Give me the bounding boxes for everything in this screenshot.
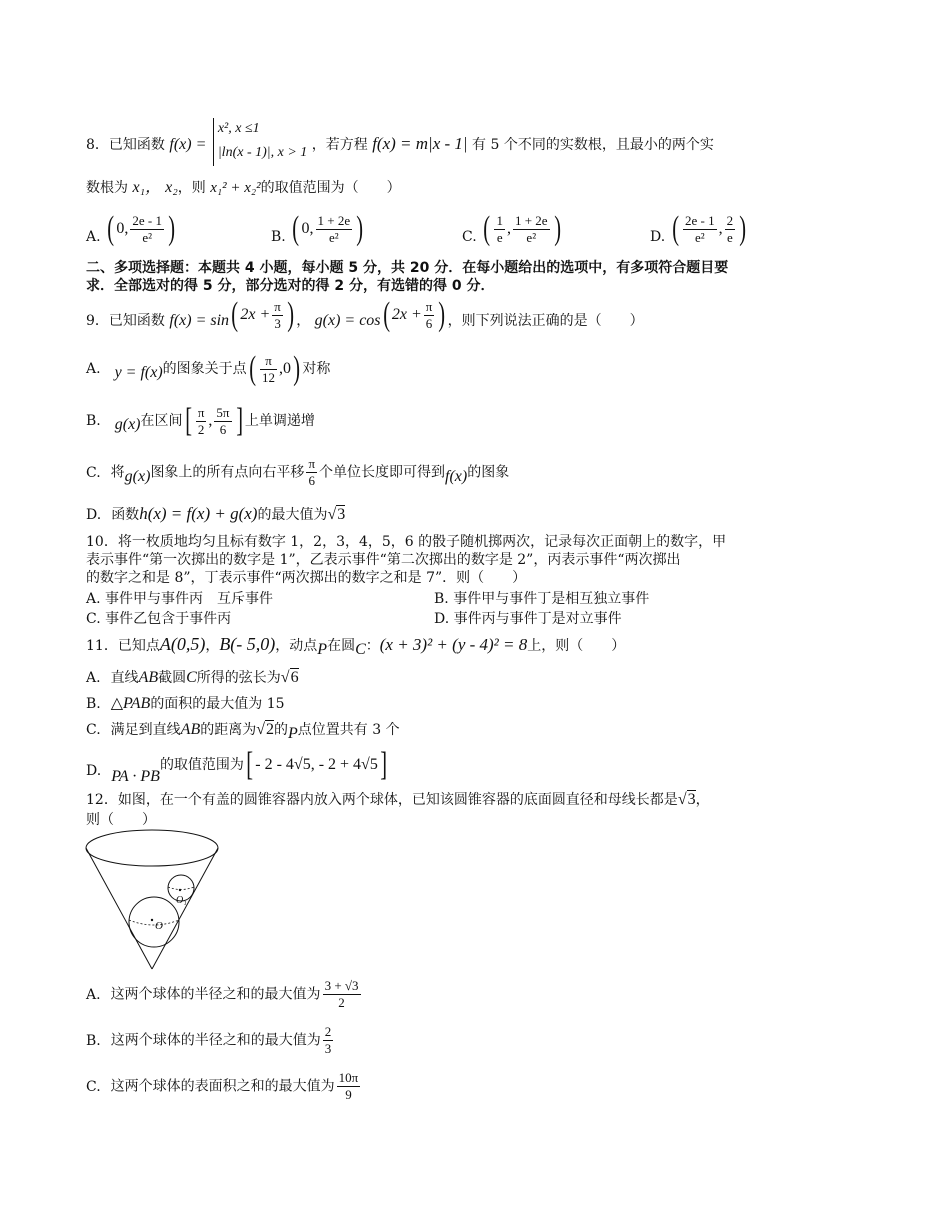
frac-den: 6 (219, 421, 227, 437)
q9c-text3: 的图象 (467, 464, 510, 481)
q9d-sqrt: 3 (337, 506, 346, 523)
q9-number: 9． (86, 313, 109, 329)
close-paren: ) (168, 210, 176, 247)
q11d-text1: 的取值范围为 (159, 757, 244, 773)
q12-option-c[interactable] (86, 1070, 362, 1103)
q8-number: 8． (86, 137, 109, 153)
q9c-frac (306, 456, 317, 489)
q9-option-b[interactable]: B. g(x)在区间[ $\frac{\pi}{2}$ , $\frac{5\pi}{6}$ ] 上单调递增 (86, 402, 315, 439)
q9-g-frac (424, 299, 435, 332)
q11-colon: ： (365, 638, 380, 654)
frac-den: 6 (308, 473, 315, 488)
option-label: C. (86, 722, 101, 738)
option-label: C. (86, 464, 101, 481)
q9d-text1: 的最大值为 (257, 507, 328, 523)
sqrt-sign: √ (677, 791, 687, 808)
q11-p: P (317, 641, 328, 658)
frac-den: e² (694, 229, 705, 245)
q11a-text2: 所得的弦长为 (196, 670, 281, 686)
frac-den: 3 (274, 315, 281, 331)
q8-option-c-frac (513, 213, 550, 246)
q11-stem: 11．已知点A(0,5)，B(- 5,0)，动点P在圆C：(x + 3)² + (y - 4)² = 8上，则（ ） (86, 634, 626, 658)
q9a-text2: 对称 (302, 361, 331, 377)
q8-piece2: |ln(x - 1)|, x > 1 (217, 145, 308, 160)
q8-equation: f(x) = m|x - 1| (372, 134, 468, 153)
q8-piecewise (213, 118, 307, 166)
q12-option-a[interactable] (86, 978, 363, 1011)
q11d-interval: - 2 - 4√5, - 2 + 4√5 (255, 756, 378, 773)
q8-option-a-frac (130, 213, 164, 246)
frac-num: 3 + √3 (324, 978, 359, 993)
option-label: A. (86, 670, 101, 686)
center-o1 (179, 889, 181, 891)
q9d-text0: 函数 (111, 507, 140, 523)
close-paren: ) (553, 210, 561, 247)
q12-line2: 则（ ） (86, 812, 156, 828)
q8-option-d-right-frac (725, 213, 736, 246)
q8-option-a-label: A. (86, 229, 101, 245)
q11-point-a: A(0,5) (159, 634, 206, 654)
q9c-text1: 图象上的所有点向右平移 (150, 464, 305, 481)
q9a-expr: y = f(x) (114, 364, 163, 381)
frac-den: 12 (262, 369, 275, 385)
frac-num: 1 + 2e (317, 212, 351, 228)
frac-num: 1 (496, 212, 503, 228)
q8-option-c-left-frac (494, 213, 505, 246)
q9-sep: ， (296, 313, 311, 329)
q11-point-b: B(- 5,0) (219, 634, 276, 654)
q8-option-d[interactable]: D. ( $\frac{2e - 1}{\text{e²}}$ , $\frac{2}{e}$ ) (650, 210, 747, 247)
q12b-frac (323, 1024, 334, 1057)
q9b-expr: g(x) (114, 416, 141, 433)
q9-g-arg: 2x + (391, 306, 422, 323)
q12a-text: 这两个球体的半径之和的最大值为 (110, 986, 321, 1003)
q12c-frac (337, 1070, 361, 1103)
open-paren: ( (671, 210, 679, 247)
q9-pre: 已知函数 (108, 313, 165, 329)
q11-post: 上，则（ ） (527, 638, 626, 654)
q11b-m1: △PAB (110, 695, 151, 712)
q11b-text1: 的面积的最大值为 15 (150, 696, 285, 712)
q12-sqrt: 3 (687, 791, 696, 808)
q11-c: C (355, 641, 366, 658)
q11-mid: ，动点 (275, 638, 318, 654)
label-o: O (155, 920, 163, 932)
q9b-text2: 上单调递增 (244, 413, 315, 429)
option-label: B. (86, 696, 101, 712)
close-paren: ) (739, 210, 747, 247)
q8-line2-a: 数根为 (86, 180, 128, 196)
open-bracket: [ (246, 746, 253, 783)
q11-mid2: 在圆 (327, 638, 356, 654)
frac-den: 6 (425, 315, 433, 331)
q11-option-a[interactable] (86, 668, 299, 688)
open-paren: ( (292, 210, 300, 247)
close-paren: ) (293, 350, 301, 387)
q11-number: 11． (86, 638, 118, 654)
q8-option-a[interactable] (86, 212, 177, 246)
q10-line2: 表示事件“第一次掷出的数字是 1”，乙表示事件“第二次掷出的数字是 2”，丙表示事件“两次掷出 (86, 552, 681, 568)
frac-num: π (425, 298, 433, 314)
open-bracket: [ (184, 402, 192, 439)
q11-option-b[interactable] (86, 694, 285, 714)
frac-num: 2e - 1 (132, 212, 162, 228)
q11a-text1: 截圆 (158, 670, 187, 686)
q8-piece1: x², x ≤1 (217, 121, 260, 136)
cone-lid (86, 830, 218, 866)
q12c-text: 这两个球体的表面积之和的最大值为 (110, 1078, 335, 1095)
option-label: A. (86, 986, 101, 1003)
q10-line3: 的数字之和是 8”，丁表示事件“两次掷出的数字之和是 7”．则（ ） (86, 570, 527, 586)
frac-num: 10π (338, 1070, 359, 1085)
center-o (151, 919, 153, 921)
frac-den: 3 (324, 1041, 332, 1056)
q11c-sqrt: 2 (266, 721, 274, 738)
q9d-expr: h(x) = f(x) + g(x) (139, 504, 258, 523)
q11-option-c[interactable] (86, 720, 400, 740)
close-paren: ) (438, 296, 446, 333)
q8-option-b-frac (316, 213, 353, 246)
q11c-text3: 点位置共有 3 个 (297, 722, 400, 738)
q9-f-frac (272, 299, 283, 332)
frac-num: 2 (324, 1024, 332, 1039)
frac-num: 2 (726, 212, 734, 228)
option-label: D. (86, 763, 102, 779)
q8-option-c[interactable]: C. ( $\frac{1}{e}$ , $\frac{1 + 2e}{\text{e²}}$ ) (462, 210, 561, 247)
q9a-right: ,0 (279, 360, 291, 377)
open-paren: ( (107, 210, 115, 247)
q12b-text: 这两个球体的半径之和的最大值为 (110, 1032, 321, 1049)
q12-line1 (86, 790, 710, 810)
q8-mid: ，若方程 (311, 137, 368, 153)
frac-den: e (726, 229, 733, 245)
q11d-m1: PA · PB (111, 768, 160, 785)
q11c-text1: 的距离为 (200, 722, 257, 738)
frac-num: 1 + 2e (514, 212, 548, 228)
q8-pre: 已知函数 (108, 137, 165, 153)
q9a-frac (260, 353, 277, 386)
q8-option-d-frac (683, 213, 717, 246)
q11c-m1: AB (180, 721, 201, 738)
frac-num: π (274, 298, 281, 314)
q8-line2-c: 的取值范围为（ ） (260, 180, 401, 196)
q11a-m2: C (186, 669, 197, 686)
q12-option-b[interactable] (86, 1024, 335, 1057)
q8-option-b-left: 0, (301, 220, 314, 237)
close-paren: ) (356, 210, 364, 247)
frac-den: e² (329, 229, 339, 245)
q11a-m1: AB (138, 669, 159, 686)
frac-num: π (197, 404, 205, 420)
sqrt-sign: √ (327, 506, 337, 523)
q8-option-b[interactable] (271, 212, 365, 246)
q9-option-c[interactable] (86, 456, 509, 489)
sqrt-sign: √ (280, 669, 290, 686)
q10-line1: 10．将一枚质地均匀且标有数字 1，2，3，4，5，6 的骰子随机掷两次，记录每次正面朝上的数字，甲 (86, 534, 727, 550)
q10-option-b[interactable]: B. 事件甲与事件丁是相互独立事件 (434, 591, 650, 607)
cone-figure (82, 826, 222, 974)
option-label: D. (86, 507, 102, 523)
q9c-text0: 将 (110, 464, 125, 481)
q8-option-b-label: B. (271, 229, 286, 245)
q8-line2 (86, 178, 401, 198)
open-paren: ( (483, 210, 491, 247)
frac-den: 2 (338, 995, 345, 1010)
label-o1: O₁ (176, 895, 187, 906)
open-paren: ( (248, 350, 256, 387)
option-label: C. (86, 1078, 101, 1095)
q11a-sqrt: 6 (290, 669, 299, 686)
frac-num: π (260, 353, 277, 370)
q9b-frac2 (214, 405, 231, 438)
q9-stem (86, 298, 644, 332)
q11a-text0: 直线 (110, 670, 139, 686)
sqrt-sign: √ (256, 721, 265, 738)
frac-num: 2e - 1 (684, 212, 715, 228)
q9-f-arg: 2x + (240, 306, 271, 323)
q10-option-a[interactable]: A. 事件甲与事件丙 互斥事件 (86, 591, 274, 607)
open-paren: ( (382, 296, 390, 333)
q10-option-c[interactable]: C. 事件乙包含于事件丙 (86, 611, 232, 627)
q11c-text2: 的 (274, 722, 288, 738)
section2-line1: 二、多项选择题：本题共 4 小题，每小题 5 分，共 20 分．在每小题给出的选项中，有多项符合题目要 (86, 260, 729, 276)
q11-pre: 已知点 (117, 638, 160, 654)
q12a-frac (323, 978, 361, 1011)
q11-circle: (x + 3)² + (y - 4)² = 8 (379, 635, 528, 654)
frac-den: e (496, 229, 503, 245)
q9-option-a[interactable] (86, 352, 330, 386)
q9-g: g(x) = cos (314, 312, 381, 329)
small-sphere-equator (168, 887, 194, 890)
q9-post: ，则下列说法正确的是（ ） (447, 313, 644, 329)
q8-expr: x₁² + x₂² (210, 180, 261, 196)
q8-line2-b: ，则 (177, 180, 206, 196)
q11c-text0: 满足到直线 (110, 722, 181, 738)
q9c-text2: 个单位长度即可得到 (319, 464, 446, 481)
q11-option-d[interactable] (86, 746, 389, 788)
close-paren: ) (287, 296, 294, 333)
q8-option-d-label: D. (650, 229, 666, 245)
frac-den: 9 (345, 1087, 352, 1102)
q8-line1 (86, 118, 714, 170)
frac-den: e² (142, 229, 152, 245)
large-sphere (129, 897, 179, 947)
q8-option-a-left: 0, (116, 220, 129, 237)
option-label: A. (86, 361, 101, 377)
close-bracket: ] (235, 402, 243, 439)
frac-num: π (308, 456, 316, 471)
q9b-frac1 (196, 405, 207, 438)
large-sphere-equator (129, 920, 179, 925)
q12-line1-end: ， (695, 792, 710, 808)
frac-den: 2 (197, 421, 205, 437)
option-label: B. (86, 1032, 101, 1049)
q9c-expr2: f(x) (445, 467, 468, 485)
open-paren: ( (231, 296, 239, 333)
q9-option-d[interactable] (86, 504, 345, 525)
close-bracket: ] (380, 746, 387, 783)
q8-post: 有 5 个不同的实数根，且最小的两个实 (472, 137, 714, 153)
q8-option-c-label: C. (462, 229, 477, 245)
q10-option-d[interactable]: D. 事件丙与事件丁是对立事件 (434, 611, 622, 627)
q9a-text1: 的图象关于点 (162, 361, 247, 377)
q11c-m2: P (288, 725, 298, 742)
q9b-text1: 在区间 (140, 413, 183, 429)
frac-num: 5π (216, 404, 230, 420)
q8-roots: x₁， x₂ (132, 179, 178, 196)
q12-line1-text: 12．如图，在一个有盖的圆锥容器内放入两个球体，已知该圆锥容器的底面圆直径和母线长都是 (86, 792, 678, 808)
section2-line2: 求．全部选对的得 5 分，部分选对的得 2 分，有选错的得 0 分． (86, 278, 495, 294)
q9-f: f(x) = sin (169, 312, 230, 329)
q9c-expr: g(x) (124, 467, 151, 485)
frac-den: e² (526, 229, 537, 245)
q8-fx: f(x) = (169, 136, 207, 153)
option-label: B. (86, 413, 101, 429)
